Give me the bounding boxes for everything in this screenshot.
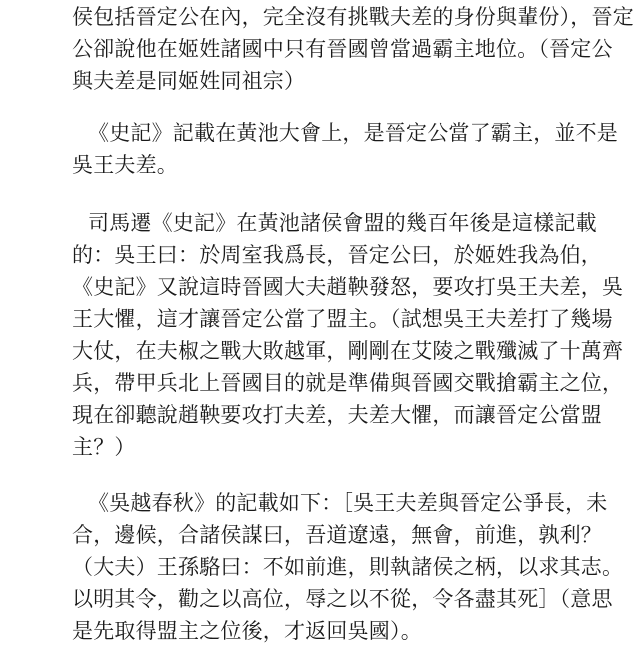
paragraph-2-line-2: 吳王夫差。 [72,153,178,177]
paragraph-4-line-4: 以明其令，勸之以高位，辱之以不從，令各盡其死］（意思 [72,587,613,611]
paragraph-3-line-1: 司馬遷《史記》在黃池諸侯會盟的幾百年後是這樣記載 [88,211,597,235]
paragraph-3-line-3: 《史記》又說這時晉國大夫趙鞅發怒，要攻打吳王夫差，吳 [72,275,624,299]
paragraph-1-line-2: 公卻說他在姬姓諸國中只有晉國曾當過霸主地位。（晉定公 [72,37,613,61]
paragraph-3-line-4: 王大懼，這才讓晉定公當了盟主。（試想吳王夫差打了幾場 [72,307,613,331]
paragraph-3-line-7: 現在卻聽說趙鞅要攻打夫差，夫差大懼，而讓晉定公當盟 [72,403,602,427]
paragraph-3-line-6: 兵，帶甲兵北上晉國目的就是準備與晉國交戰搶霸主之位， [72,371,624,395]
paragraph-1-line-3: 與夫差是同姬姓同祖宗） [72,69,306,93]
paragraph-3-line-5: 大仗，在夫椒之戰大敗越軍，剛剛在艾陵之戰殲滅了十萬齊 [72,339,624,363]
paragraph-3-line-8: 主？） [72,435,136,459]
paragraph-4-line-2: 合，邊候，合諸侯謀曰，吾道遼遠，無會，前進，孰利？ [72,523,602,547]
paragraph-4-line-1: 《吳越春秋》的記載如下：［吳王夫差與晉定公爭長，未 [88,491,608,515]
paragraph-3-line-2: 的：吳王曰：於周室我爲長，晉定公曰，於姬姓我為伯， [72,243,602,267]
paragraph-2-line-1: 《史記》記載在黃池大會上，是晉定公當了霸主，並不是 [88,121,618,145]
paragraph-4-line-3: （大夫）王孫駱曰：不如前進，則執諸侯之柄，以求其志。 [72,555,624,579]
paragraph-1-line-1: 侯包括晉定公在內，完全沒有挑戰夫差的身份與輩份），晉定 [72,5,634,29]
paragraph-4-line-5: 是先取得盟主之位後，才返回吳國）。 [72,619,422,643]
